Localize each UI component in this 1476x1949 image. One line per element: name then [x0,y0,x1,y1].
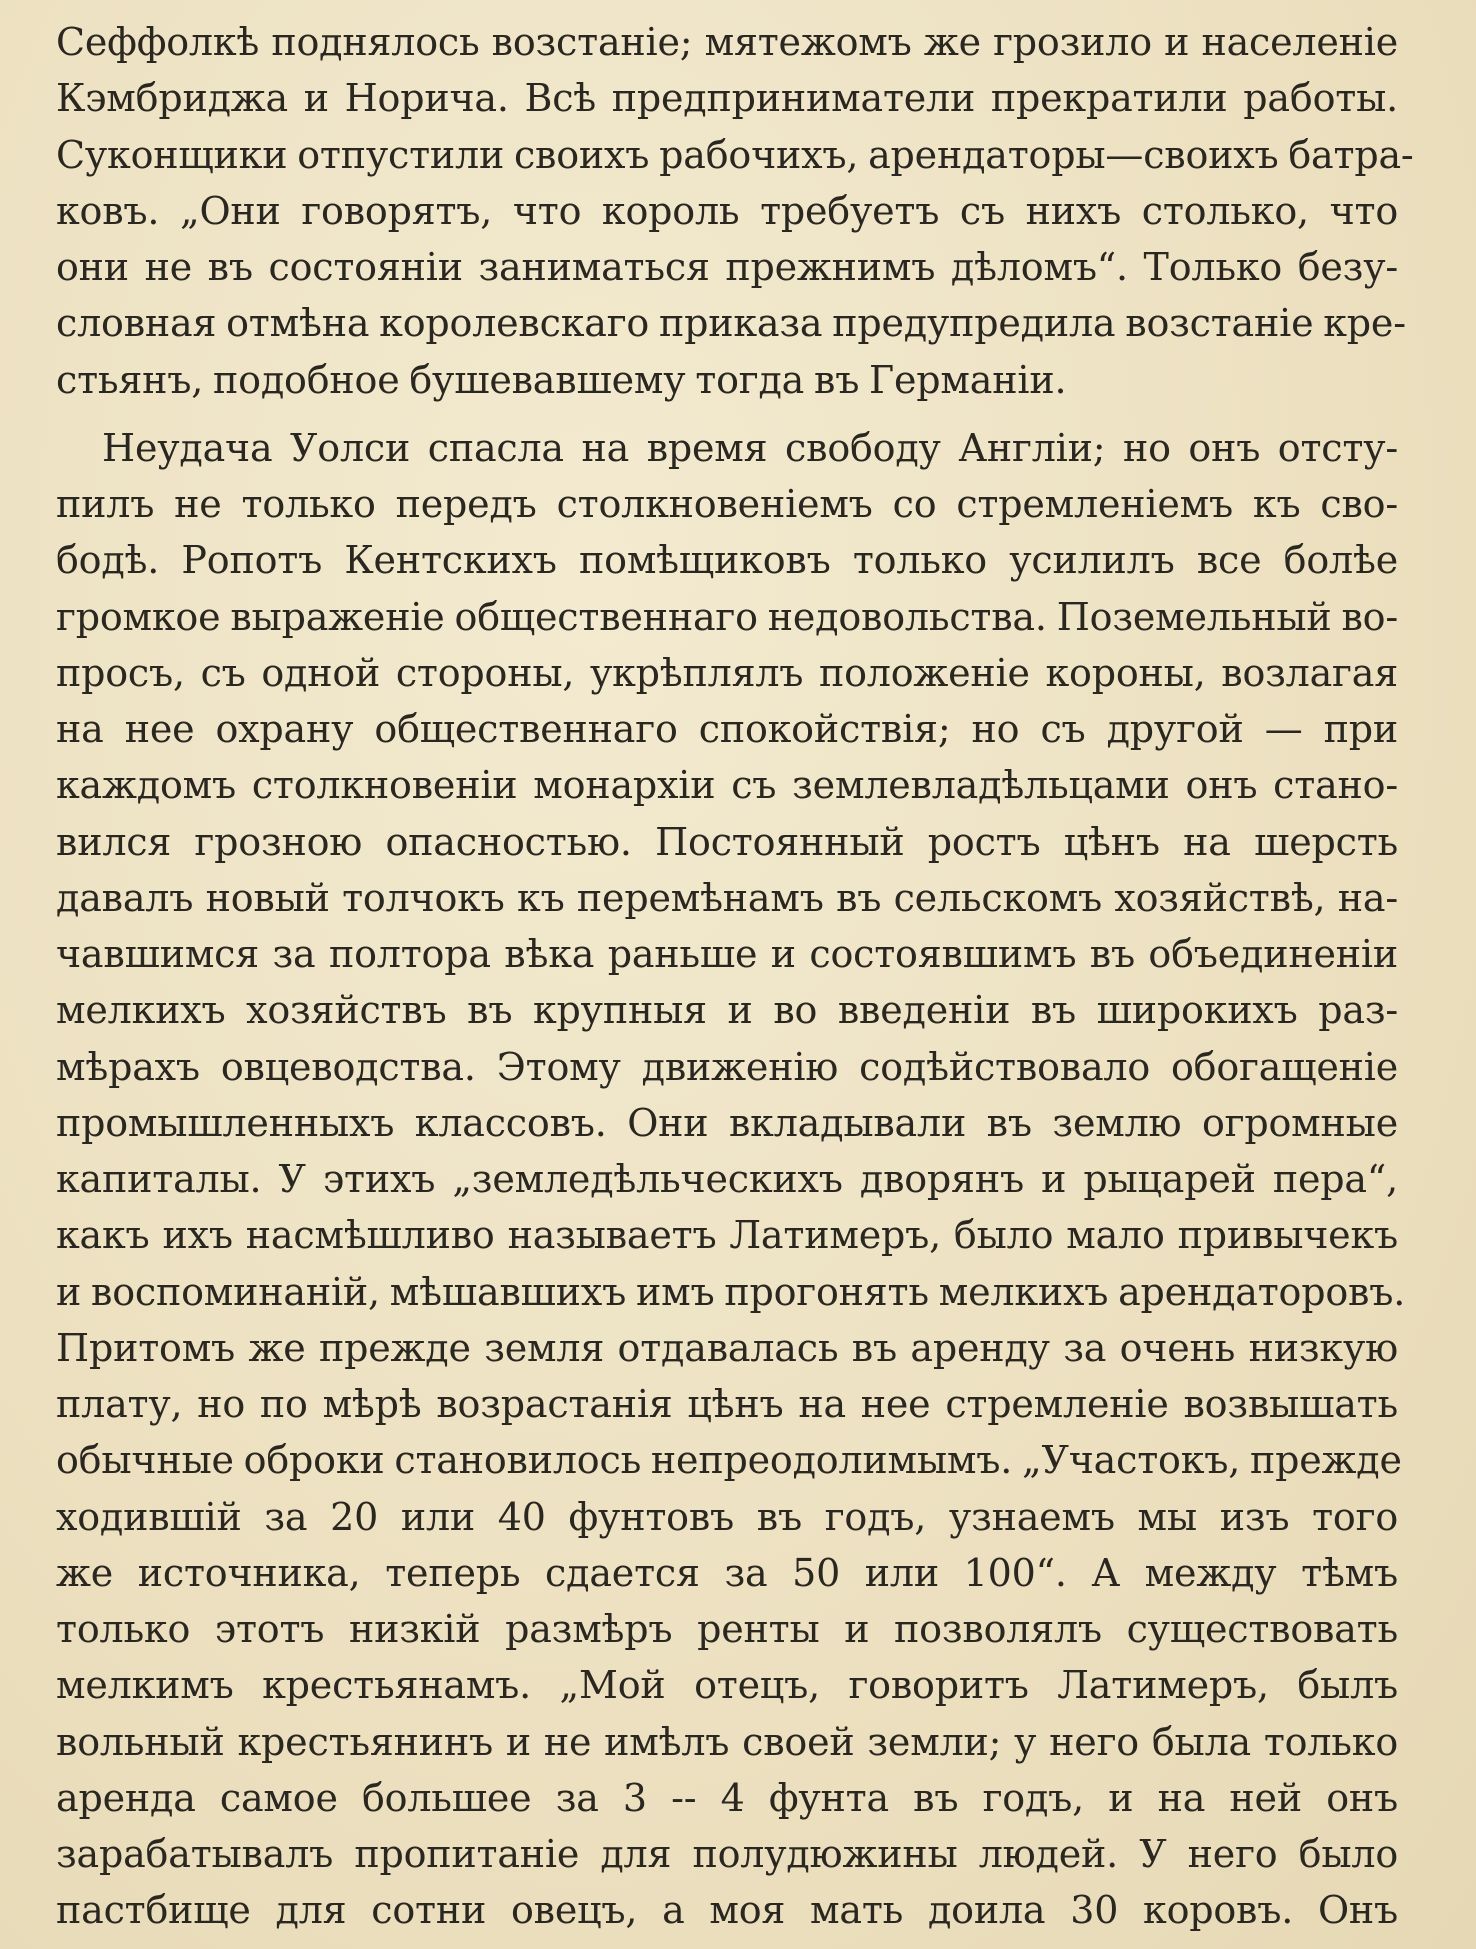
text-line: ходившій за 20 или 40 фунтовъ въ годъ, узнаемъ мы изъ того [56,1494,1398,1539]
text-line: чавшимся за полтора вѣка раньше и состоявшимъ въ объединеніи [56,932,1398,976]
text-line: ковъ. „Они говорятъ, что король требуетъ съ нихъ столько, что [56,188,1398,233]
text-line: словная отмѣна королевскаго приказа предупредила возстаніе кре- [56,301,1406,346]
text-line: зарабатывалъ пропитаніе для полудюжины людей. У него было [56,1832,1398,1876]
text-line: только этотъ низкій размѣръ ренты и позволялъ существовать [56,1607,1398,1651]
text-line: мелкимъ крестьянамъ. „Мой отецъ, говоритъ Латимеръ, былъ [56,1663,1398,1708]
text-line: бодѣ. Ропотъ Кентскихъ помѣщиковъ только усилилъ все болѣе [56,538,1398,583]
text-line: мѣрахъ овцеводства. Этому движенію содѣйствовало обогащеніе [56,1044,1398,1089]
text-line: пастбище для сотни овецъ, а моя мать доила 30 коровъ. Онъ [56,1888,1398,1933]
text-line: Сеффолкѣ поднялось возстаніе; мятежомъ же грозило и населеніе [56,20,1398,64]
text-line: они не въ состояніи заниматься прежнимъ дѣломъ“. Только безу- [56,245,1398,289]
text-line: Неудача Уолси спасла на время свободу Англіи; но онъ отсту- [102,425,1398,470]
text-line: стьянъ, подобное бушевавшему тогда въ Германіи. [56,357,1067,402]
text-line: каждомъ столкновеніи монархіи съ землевладѣльцами онъ стано- [56,763,1398,808]
text-line: громкое выраженіе общественнаго недовольства. Поземельный во- [56,594,1398,639]
text-line: давалъ новый толчокъ къ перемѣнамъ въ сельскомъ хозяйствѣ, на- [56,875,1398,920]
text-line: вился грозною опасностью. Постоянный ростъ цѣнъ на шерсть [56,819,1398,864]
text-line: вольный крестьянинъ и не имѣлъ своей земли; у него была только [56,1719,1398,1764]
text-line: же источника, теперь сдается за 50 или 100“. А между тѣмъ [56,1550,1398,1595]
text-line: какъ ихъ насмѣшливо называетъ Латимеръ, было мало привычекъ [56,1213,1398,1258]
text-line: на нее охрану общественнаго спокойствія; но съ другой — при [56,707,1398,751]
text-line: просъ, съ одной стороны, укрѣплялъ положеніе короны, возлагая [56,650,1398,695]
paragraph [56,14,1414,408]
text-line: плату, но по мѣрѣ возрастанія цѣнъ на нее стремленіе возвышать [56,1382,1398,1426]
text-line: Притомъ же прежде земля отдавалась въ аренду за очень низкую [56,1325,1398,1370]
text-line: и воспоминаній, мѣшавшихъ имъ прогонять мелкихъ арендаторовъ. [56,1269,1406,1314]
text-line: Суконщики отпустили своихъ рабочихъ, арендаторы—своихъ батра- [56,132,1414,177]
text-line: капиталы. У этихъ „земледѣльческихъ дворянъ и рыцарей пера“, [56,1157,1398,1201]
text-line: мелкихъ хозяйствъ въ крупныя и во введеніи въ широкихъ раз- [56,988,1398,1033]
text-line: промышленныхъ классовъ. Они вкладывали въ землю огромные [56,1100,1398,1145]
text-line: обычные оброки становилось непреодолимымъ. „Участокъ, прежде [56,1438,1402,1483]
text-line: аренда самое большее за 3 -- 4 фунта въ годъ, и на ней онъ [56,1775,1398,1820]
paragraph [56,420,1406,1939]
text-line: Кэмбриджа и Норича. Всѣ предприниматели прекратили работы. [56,76,1398,121]
text-line: пилъ не только передъ столкновеніемъ со стремленіемъ къ сво- [56,482,1398,526]
